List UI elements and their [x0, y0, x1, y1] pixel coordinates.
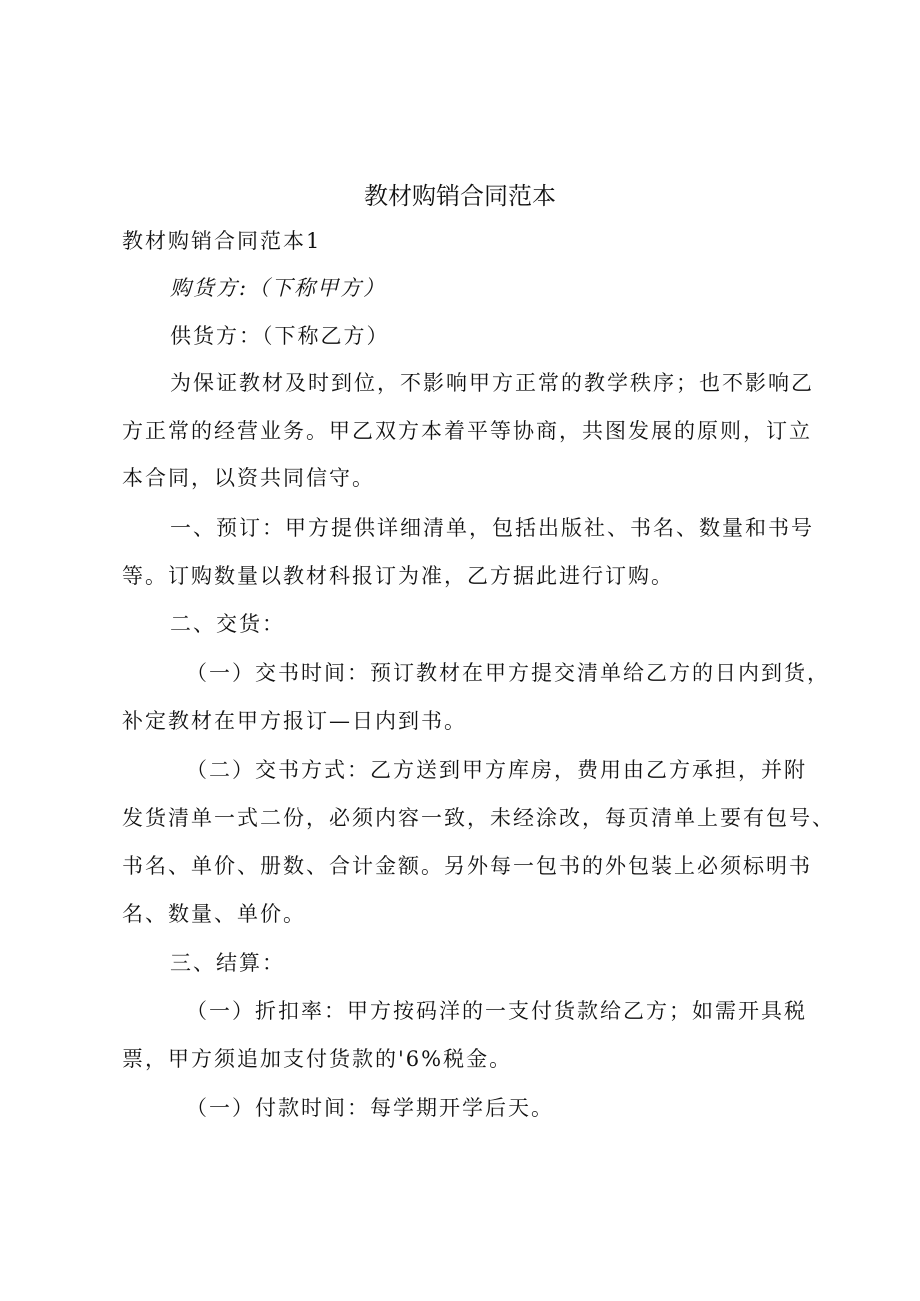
paragraph-line: 发货清单一式二份，必须内容一致，未经涂改，每页清单上要有包号、	[122, 806, 835, 830]
section-settlement-heading: 三、结算：	[170, 951, 285, 975]
buyer-line: 购货方:（下称甲方）	[170, 276, 387, 300]
supplier-line: 供货方：（下称乙方）	[170, 324, 390, 348]
paragraph-line: 票，甲方须追加支付货款的'6%税金。	[122, 1047, 513, 1071]
paragraph-line: 方正常的经营业务。甲乙双方本着平等协商，共图发展的原则，订立	[122, 419, 812, 443]
paragraph-line: 书名、单价、册数、合计金额。另外每一包书的外包装上必须标明书	[122, 854, 812, 878]
discount-rate-line: （一）折扣率：甲方按码洋的一支付货款给乙方；如需开具税	[186, 999, 807, 1023]
delivery-method-line: （二）交书方式：乙方送到甲方库房，费用由乙方承担，并附	[186, 758, 807, 782]
paragraph-line: 等。订购数量以教材科报订为准，乙方据此进行订购。	[122, 564, 674, 588]
payment-time-line: （一）付款时间：每学期开学后天。	[186, 1096, 554, 1120]
document-subtitle: 教材购销合同范本1	[122, 229, 322, 253]
paragraph-line: 本合同，以资共同信守。	[122, 466, 375, 490]
section-delivery-heading: 二、交货：	[170, 612, 285, 636]
paragraph-line: 名、数量、单价。	[122, 902, 306, 926]
paragraph-line: 为保证教材及时到位，不影响甲方正常的教学秩序；也不影响乙	[170, 371, 814, 395]
paragraph-line: 补定教材在甲方报订—日内到书。	[122, 709, 467, 733]
delivery-time-line: （一）交书时间：预订教材在甲方提交清单给乙方的日内到货，	[186, 661, 830, 685]
section-ordering-line: 一、预订：甲方提供详细清单，包括出版社、书名、数量和书号	[170, 516, 814, 540]
document-title: 教材购销合同范本	[364, 182, 556, 210]
